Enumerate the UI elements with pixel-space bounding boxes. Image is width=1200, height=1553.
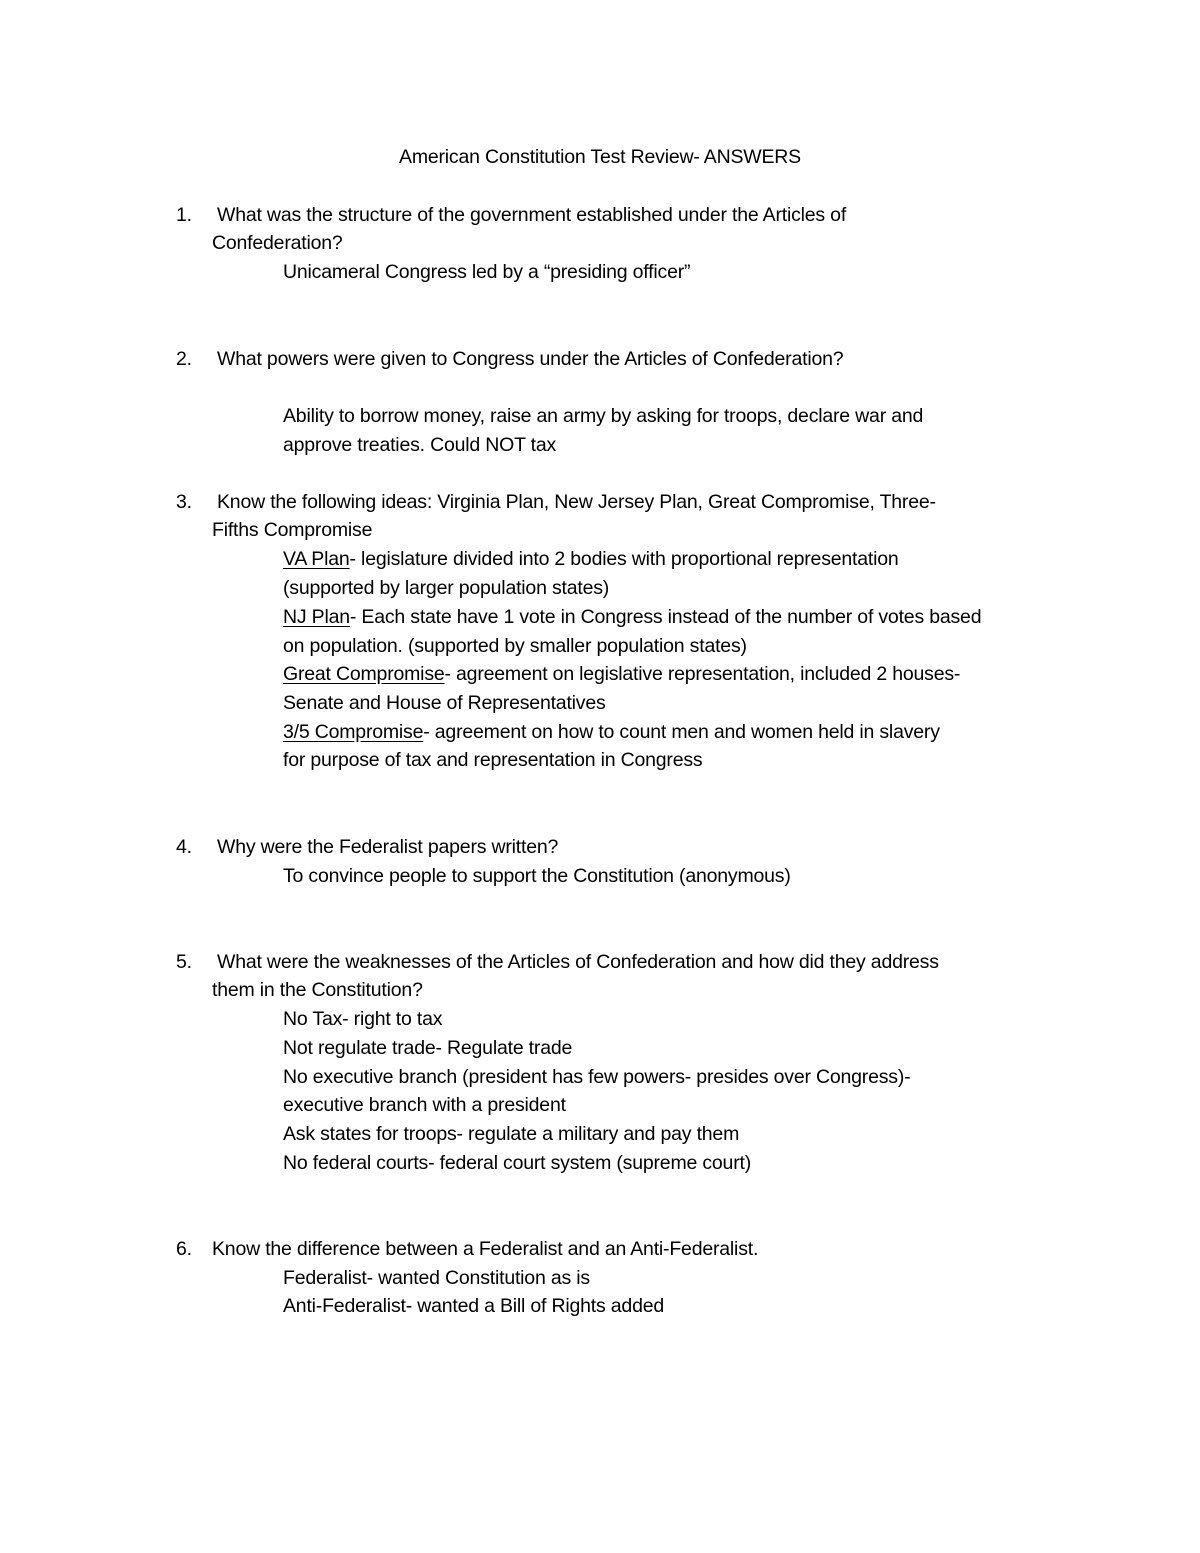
question-6-text: Know the difference between a Federalist and an Anti-Federalist. [212, 1238, 759, 1260]
question-5-text-cont: them in the Constitution? [212, 979, 423, 1001]
question-5-text: What were the weaknesses of the Articles of Confederation and how did they address [217, 951, 939, 973]
va-plan-term: VA Plan [283, 548, 350, 570]
answer-4: To convince people to support the Constitution (anonymous) [283, 865, 791, 887]
question-2-text: What powers were given to Congress under the Articles of Confederation? [217, 348, 844, 370]
three-fifths-definition: - agreement on how to count men and women held in slavery [423, 721, 940, 743]
answer-3-great-compromise [283, 660, 960, 689]
question-1-number: 1. [176, 204, 192, 226]
question-1-text: What was the structure of the government established under the Articles of [217, 204, 847, 226]
question-3-number: 3. [176, 491, 192, 513]
answer-2-cont: approve treaties. Could NOT tax [283, 434, 557, 456]
three-fifths-term: 3/5 Compromise [283, 721, 424, 743]
answer-5-line: executive branch with a president [283, 1094, 566, 1116]
answer-3-va-plan [283, 545, 899, 574]
answer-3-nj-plan [283, 603, 981, 632]
answer-3-va-plan-cont: (supported by larger population states) [283, 577, 610, 599]
answer-5-line: No Tax- right to tax [283, 1008, 443, 1030]
question-5-number: 5. [176, 951, 192, 973]
nj-plan-term: NJ Plan [283, 606, 350, 628]
answer-6-cont: Anti-Federalist- wanted a Bill of Rights added [283, 1295, 665, 1317]
great-compromise-definition: - agreement on legislative representation, included 2 houses- [444, 663, 961, 685]
answer-2: Ability to borrow money, raise an army by asking for troops, declare war and [283, 405, 924, 427]
va-plan-definition: - legislature divided into 2 bodies with proportional representation [349, 548, 899, 570]
answer-5-line: No federal courts- federal court system (supreme court) [283, 1152, 752, 1174]
answer-3-nj-plan-cont: on population. (supported by smaller population states) [283, 635, 747, 657]
question-2-number: 2. [176, 348, 192, 370]
question-6-number: 6. [176, 1238, 192, 1260]
answer-6: Federalist- wanted Constitution as is [283, 1267, 590, 1289]
answer-5-line: No executive branch (president has few powers- presides over Congress)- [283, 1066, 911, 1088]
question-4-text: Why were the Federalist papers written? [217, 836, 559, 858]
answer-1: Unicameral Congress led by a “presiding officer” [283, 261, 691, 283]
answer-5-line: Ask states for troops- regulate a military and pay them [283, 1123, 740, 1145]
question-3-text-cont: Fifths Compromise [212, 519, 373, 541]
question-4-number: 4. [176, 836, 192, 858]
answer-3-three-fifths [283, 718, 940, 747]
question-1-text-cont: Confederation? [212, 232, 343, 254]
question-3-text: Know the following ideas: Virginia Plan, New Jersey Plan, Great Compromise, Three- [217, 491, 936, 513]
answer-3-three-fifths-cont: for purpose of tax and representation in Congress [283, 749, 703, 771]
page-title: American Constitution Test Review- ANSWERS [399, 146, 801, 168]
nj-plan-definition: - Each state have 1 vote in Congress instead of the number of votes based [349, 606, 982, 628]
answer-5-line: Not regulate trade- Regulate trade [283, 1037, 573, 1059]
great-compromise-term: Great Compromise [283, 663, 445, 685]
answer-3-great-compromise-cont: Senate and House of Representatives [283, 692, 606, 714]
